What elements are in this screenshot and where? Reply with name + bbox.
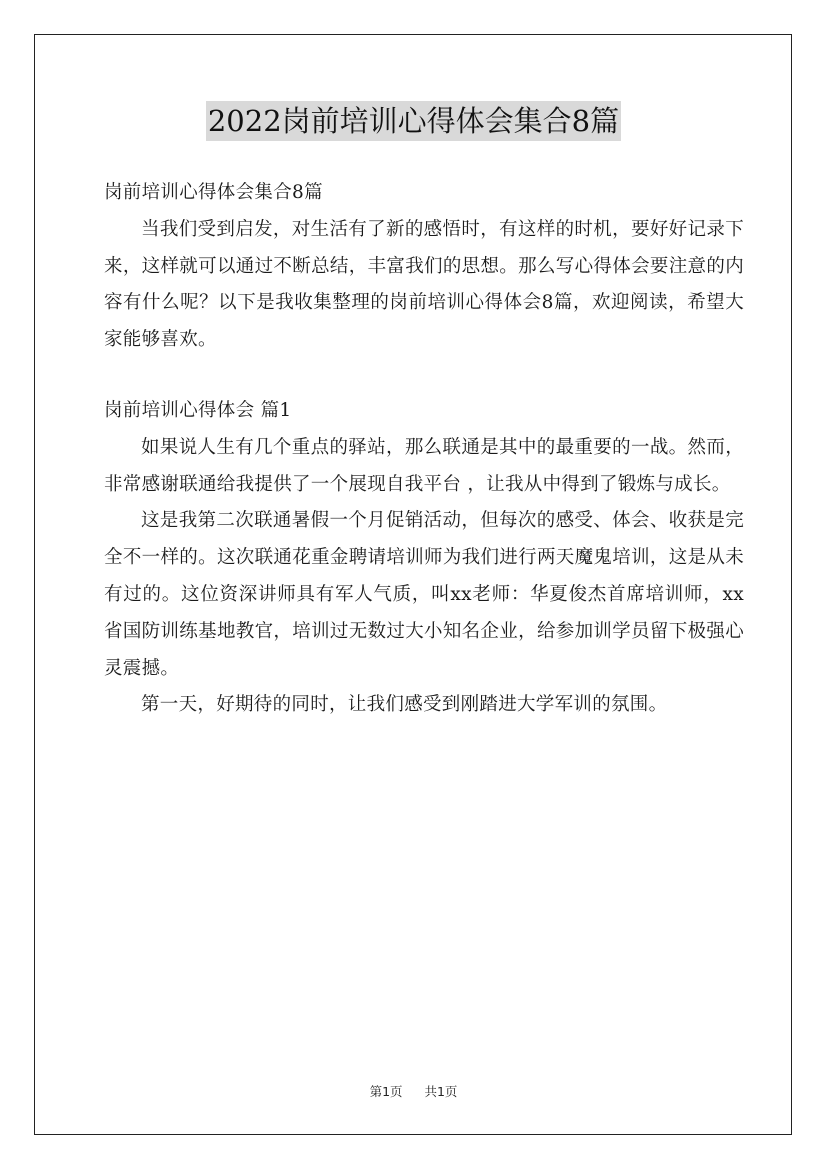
document-body bbox=[104, 175, 744, 724]
document-title: 2022岗前培训心得体会集合8篇 bbox=[206, 101, 621, 141]
page-number-current: 第1页 bbox=[369, 1084, 403, 1099]
section-spacer bbox=[104, 359, 744, 393]
document-subtitle: 岗前培训心得体会集合8篇 bbox=[104, 182, 323, 203]
paragraph-1: 如果说人生有几个重点的驿站，那么联通是其中的最重要的一战。然而，非常感谢联通给我提供了一个展现自我平台 ，让我从中得到了锻炼与成长。 bbox=[104, 436, 744, 495]
intro-paragraph: 当我们受到启发，对生活有了新的感悟时，有这样的时机，要好好记录下来，这样就可以通过不断总结，丰富我们的思想。那么写心得体会要注意的内容有什么呢？以下是我收集整理的岗前培训心得体会8篇，欢迎阅读，希望大家能够喜欢。 bbox=[104, 218, 744, 351]
page-footer bbox=[0, 1082, 827, 1100]
paragraph-2: 这是我第二次联通暑假一个月促销活动，但每次的感受、体会、收获是完全不一样的。这次联通花重金聘请培训师为我们进行两天魔鬼培训，这是从未有过的。这位资深讲师具有军人气质，叫xx老师：华夏俊杰首席培训师，xx省国防训练基地教官，培训过无数过大小知名企业，给参加训学员留下极强心灵震撼。 bbox=[104, 510, 744, 679]
page-number-total: 共1页 bbox=[424, 1084, 458, 1099]
paragraph-3: 第一天，好期待的同时，让我们感受到刚踏进大学军训的氛围。 bbox=[141, 694, 668, 716]
title-container bbox=[0, 101, 827, 141]
section-heading: 岗前培训心得体会 篇1 bbox=[104, 399, 292, 421]
